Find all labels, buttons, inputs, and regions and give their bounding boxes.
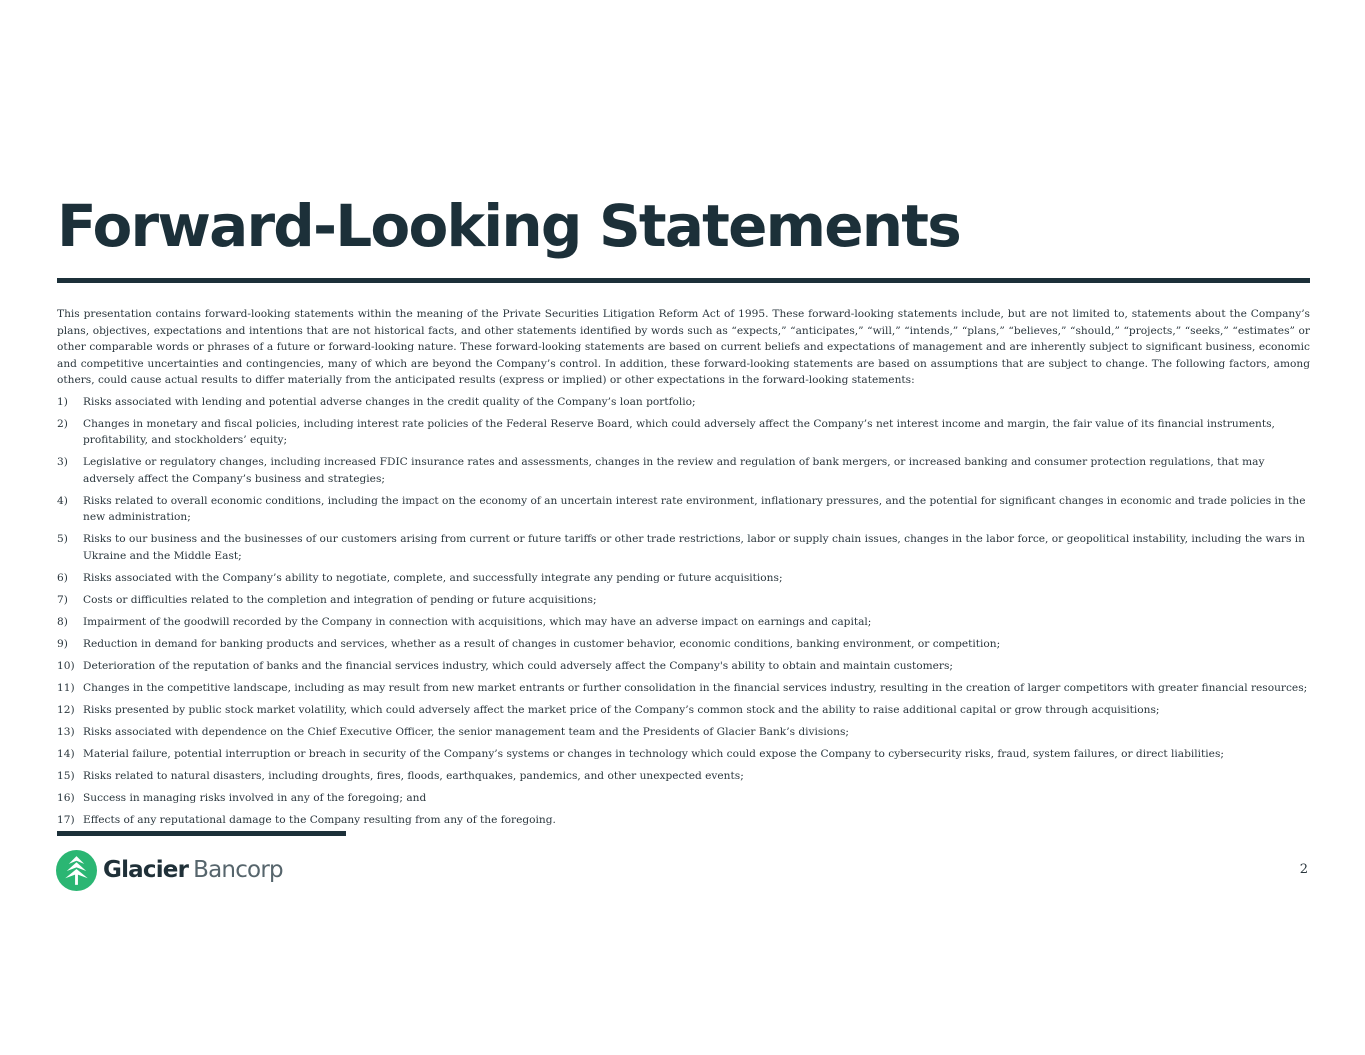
risk-factor-text: Success in managing risks involved in any of the foregoing; and xyxy=(83,791,427,804)
risk-factor-text: Risks associated with the Company’s ability to negotiate, complete, and successfully integrate any pending or future acquisitions; xyxy=(83,571,783,584)
risk-factor-number: 10) xyxy=(57,659,75,672)
risk-factor-item xyxy=(57,394,1310,411)
risk-factor-number: 16) xyxy=(57,791,75,804)
risk-factor-text: Risks related to overall economic conditions, including the impact on the economy of an uncertain interest rate environment, inflationary pressures, and the potential for significant changes in economic and trade policies in the new administration; xyxy=(83,494,1306,523)
risk-factor-text: Risks presented by public stock market volatility, which could adversely affect the market price of the Company’s common stock and the ability to raise additional capital or grow through acquisitions; xyxy=(83,703,1160,716)
risk-factor-item xyxy=(57,812,1310,829)
risk-factor-item xyxy=(57,746,1310,763)
risk-factor-item xyxy=(57,768,1310,785)
risk-factor-text: Risks related to natural disasters, including droughts, fires, floods, earthquakes, pandemics, and other unexpected events; xyxy=(83,769,744,782)
risk-factor-text: Costs or difficulties related to the completion and integration of pending or future acquisitions; xyxy=(83,593,597,606)
risk-factor-item xyxy=(57,570,1310,587)
risk-factor-item xyxy=(57,790,1310,807)
risk-factor-text: Changes in the competitive landscape, including as may result from new market entrants or further consolidation in the financial services industry, resulting in the creation of larger competitors with greater financial resources; xyxy=(83,681,1308,694)
risk-factor-number: 8) xyxy=(57,615,68,628)
risk-factor-item xyxy=(57,724,1310,741)
risk-factor-number: 15) xyxy=(57,769,75,782)
page-number: 2 xyxy=(1299,862,1308,877)
risk-factor-text: Effects of any reputational damage to the Company resulting from any of the foregoing. xyxy=(83,813,556,826)
risk-factor-text: Legislative or regulatory changes, including increased FDIC insurance rates and assessments, changes in the review and regulation of bank mergers, or increased banking and consumer protection regulations, that may adversely affect the Company’s business and strategies; xyxy=(83,456,1265,485)
risk-factor-number: 9) xyxy=(57,637,68,650)
risk-factor-number: 6) xyxy=(57,571,68,584)
risk-factor-text: Risks associated with lending and potential adverse changes in the credit quality of the Company’s loan portfolio; xyxy=(83,395,696,408)
risk-factor-item xyxy=(57,614,1310,631)
intro-paragraph: This presentation contains forward-looking statements within the meaning of the Private Securities Litigation Reform Act of 1995. These forward-looking statements include, but are not limited to, statements about the Company’s plans, objectives, expectations and intentions that are not historical facts, and other statements identified by words such as “expects,” “anticipates,” “will,” “intends,” “plans,” “believes,” “should,” “projects,” “seeks,” “estimates” or other comparable words or phrases of a future or forward-looking nature. These forward-looking statements are based on current beliefs and expectations of management and are inherently subject to significant business, economic and competitive uncertainties and contingencies, many of which are beyond the Company’s control. In addition, these forward-looking statements are based on assumptions that are subject to change. The following factors, among others, could cause actual results to differ materially from the anticipated results (express or implied) or other expectations in the forward-looking statements: xyxy=(57,308,1310,386)
footer-divider xyxy=(57,831,346,836)
glacier-tree-icon xyxy=(56,850,97,891)
risk-factor-item xyxy=(57,658,1310,675)
risk-factor-item xyxy=(57,636,1310,653)
logo-wordmark xyxy=(103,857,283,883)
logo-word-bancorp: Bancorp xyxy=(193,857,283,883)
risk-factor-number: 12) xyxy=(57,703,75,716)
risk-factor-item xyxy=(57,702,1310,719)
risk-factor-number: 11) xyxy=(57,681,75,694)
risk-factor-item xyxy=(57,531,1310,564)
risk-factor-text: Deterioration of the reputation of banks and the financial services industry, which could adversely affect the Company's ability to obtain and maintain customers; xyxy=(83,659,953,672)
risk-factor-item xyxy=(57,416,1310,449)
risk-factor-text: Risks associated with dependence on the Chief Executive Officer, the senior management team and the Presidents of Glacier Bank’s divisions; xyxy=(83,725,849,738)
risk-factor-text: Reduction in demand for banking products and services, whether as a result of changes in customer behavior, economic conditions, banking environment, or competition; xyxy=(83,637,1001,650)
logo-word-glacier: Glacier xyxy=(103,857,189,883)
risk-factor-list xyxy=(57,394,1310,829)
risk-factor-number: 7) xyxy=(57,593,68,606)
risk-factor-text: Material failure, potential interruption or breach in security of the Company’s systems or changes in technology which could expose the Company to cybersecurity risks, fraud, system failures, or direct liabilities; xyxy=(83,747,1224,760)
risk-factor-item xyxy=(57,592,1310,609)
risk-factor-number: 13) xyxy=(57,725,75,738)
risk-factor-number: 17) xyxy=(57,813,75,826)
glacier-bancorp-logo xyxy=(56,849,283,891)
risk-factor-number: 1) xyxy=(57,395,68,408)
statement-body xyxy=(57,306,1310,834)
risk-factor-item xyxy=(57,680,1310,697)
page-title: Forward-Looking Statements xyxy=(57,192,960,260)
title-divider xyxy=(57,278,1310,283)
risk-factor-text: Changes in monetary and fiscal policies, including interest rate policies of the Federal Reserve Board, which could adversely affect the Company’s net interest income and margin, the fair value of its financial instruments, profitability, and stockholders’ equity; xyxy=(83,417,1275,446)
risk-factor-text: Impairment of the goodwill recorded by the Company in connection with acquisitions, which may have an adverse impact on earnings and capital; xyxy=(83,615,872,628)
risk-factor-number: 2) xyxy=(57,417,68,430)
risk-factor-number: 5) xyxy=(57,533,68,545)
risk-factor-number: 4) xyxy=(57,494,68,507)
risk-factor-item xyxy=(57,493,1310,526)
risk-factor-number: 14) xyxy=(57,747,75,760)
risk-factor-item xyxy=(57,454,1310,487)
risk-factor-number: 3) xyxy=(57,456,68,468)
risk-factor-text: Risks to our business and the businesses of our customers arising from current or future tariffs or other trade restrictions, labor or supply chain issues, changes in the labor force, or geopolitical instability, including the wars in Ukraine and the Middle East; xyxy=(83,533,1306,562)
